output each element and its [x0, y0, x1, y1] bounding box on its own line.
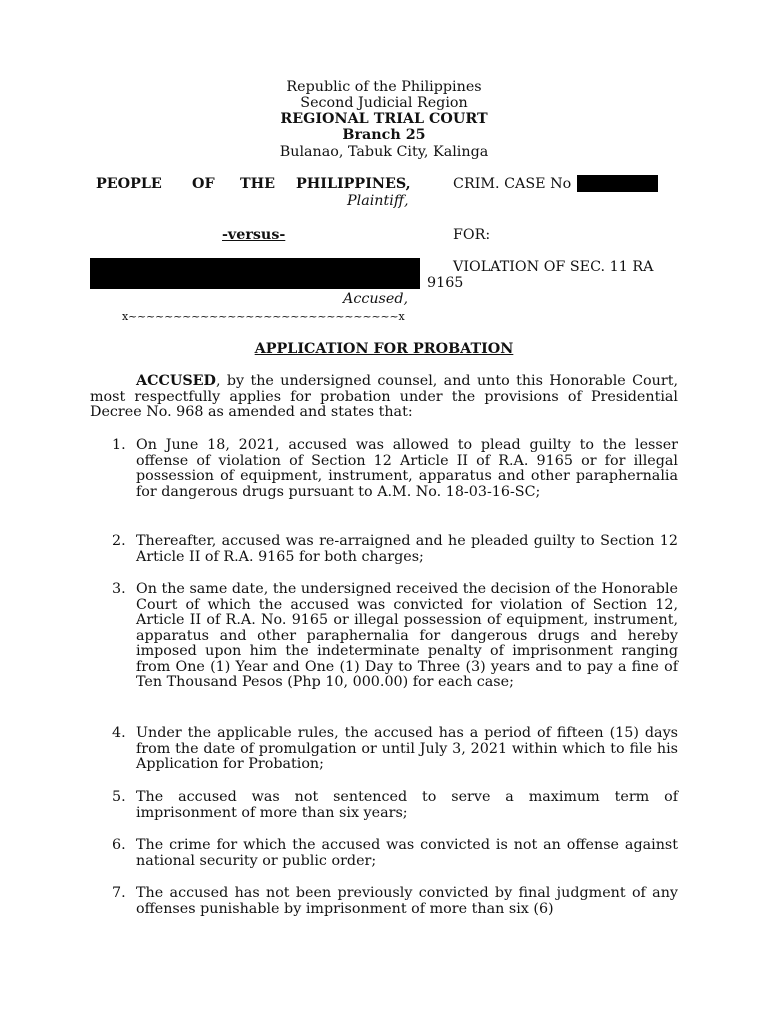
- plaintiff-word-the: THE: [240, 176, 276, 192]
- item-text: The accused has not been previously convicted by final judgment of any offenses punishable by imprisonment of more than six (6): [136, 885, 678, 917]
- list-item: [112, 582, 678, 691]
- offense-line-1: VIOLATION OF SEC. 11 RA: [453, 259, 654, 275]
- plaintiff-word-people: PEOPLE: [96, 176, 162, 192]
- item-text: On June 18, 2021, accused was allowed to plead guilty to the lesser offense of violation of Section 12 Article II of R.A. 9165 or for illegal possession of equipment, instrument, apparatus and other paraphernalia for dangerous drugs pursuant to A.M. No. 18-03-16-SC;: [136, 437, 678, 500]
- item-text: Thereafter, accused was re-arraigned and he pleaded guilty to Section 12 Article II of R.A. 9165 for both charges;: [136, 533, 678, 565]
- caption-separator: x~~~~~~~~~~~~~~~~~~~~~~~~~~~~~~x: [122, 310, 405, 323]
- plaintiff-word-philippines: PHILIPPINES,: [296, 176, 411, 192]
- plaintiff-role: Plaintiff,: [347, 193, 409, 209]
- header-location: Bulanao, Tabuk City, Kalinga: [279, 144, 489, 160]
- item-number: 5.: [112, 789, 126, 805]
- item-text: On the same date, the undersigned received the decision of the Honorable Court of which the accused was convicted for violation of Section 12, Article II of R.A. No. 9165 or illegal possession of equipment, instrument, apparatus and other paraphernalia for dangerous drugs and hereby imposed upon him the indeterminate penalty of imprisonment ranging from One (1) Year and One (1) Day to Three (3) years and to pay a fine of Ten Thousand Pesos (Php 10, 000.00) for each case;: [136, 581, 678, 690]
- list-item: [112, 886, 678, 917]
- item-number: 4.: [112, 725, 126, 741]
- item-number: 2.: [112, 533, 126, 549]
- item-number: 7.: [112, 885, 126, 901]
- redacted-case-number: [577, 175, 658, 192]
- accused-role: Accused,: [343, 291, 409, 307]
- item-text: The crime for which the accused was convicted is not an offense against national security or public order;: [136, 837, 678, 869]
- redacted-accused-name: [90, 258, 420, 289]
- intro-paragraph: [90, 374, 678, 421]
- item-number: 6.: [112, 837, 126, 853]
- offense-line-2: 9165: [427, 275, 464, 291]
- item-text: The accused was not sentenced to serve a maximum term of imprisonment of more than six years;: [136, 789, 678, 821]
- list-item: [112, 790, 678, 821]
- intro-text: , by the undersigned counsel, and unto this Honorable Court, most respectfully applies for probation under the provisions of Presidential Decree No. 968 as amended and states that:: [90, 373, 678, 420]
- case-number-label: CRIM. CASE No: [453, 176, 572, 192]
- item-number: 1.: [112, 437, 126, 453]
- document-title: APPLICATION FOR PROBATION: [254, 341, 514, 357]
- item-number: 3.: [112, 581, 126, 597]
- for-label: FOR:: [453, 227, 491, 243]
- versus-label: -versus-: [222, 227, 286, 243]
- intro-lead: ACCUSED: [136, 373, 216, 389]
- header-republic: Republic of the Philippines: [286, 79, 482, 95]
- list-item: [112, 726, 678, 773]
- header-region: Second Judicial Region: [300, 95, 468, 111]
- header-court: REGIONAL TRIAL COURT: [280, 111, 488, 127]
- item-text: Under the applicable rules, the accused has a period of fifteen (15) days from the date of promulgation or until July 3, 2021 within which to file his Application for Probation;: [136, 725, 678, 772]
- list-item: [112, 838, 678, 869]
- header-branch: Branch 25: [342, 127, 426, 143]
- plaintiff-word-of: OF: [192, 176, 215, 192]
- list-item: [112, 438, 678, 500]
- list-item: [112, 534, 678, 565]
